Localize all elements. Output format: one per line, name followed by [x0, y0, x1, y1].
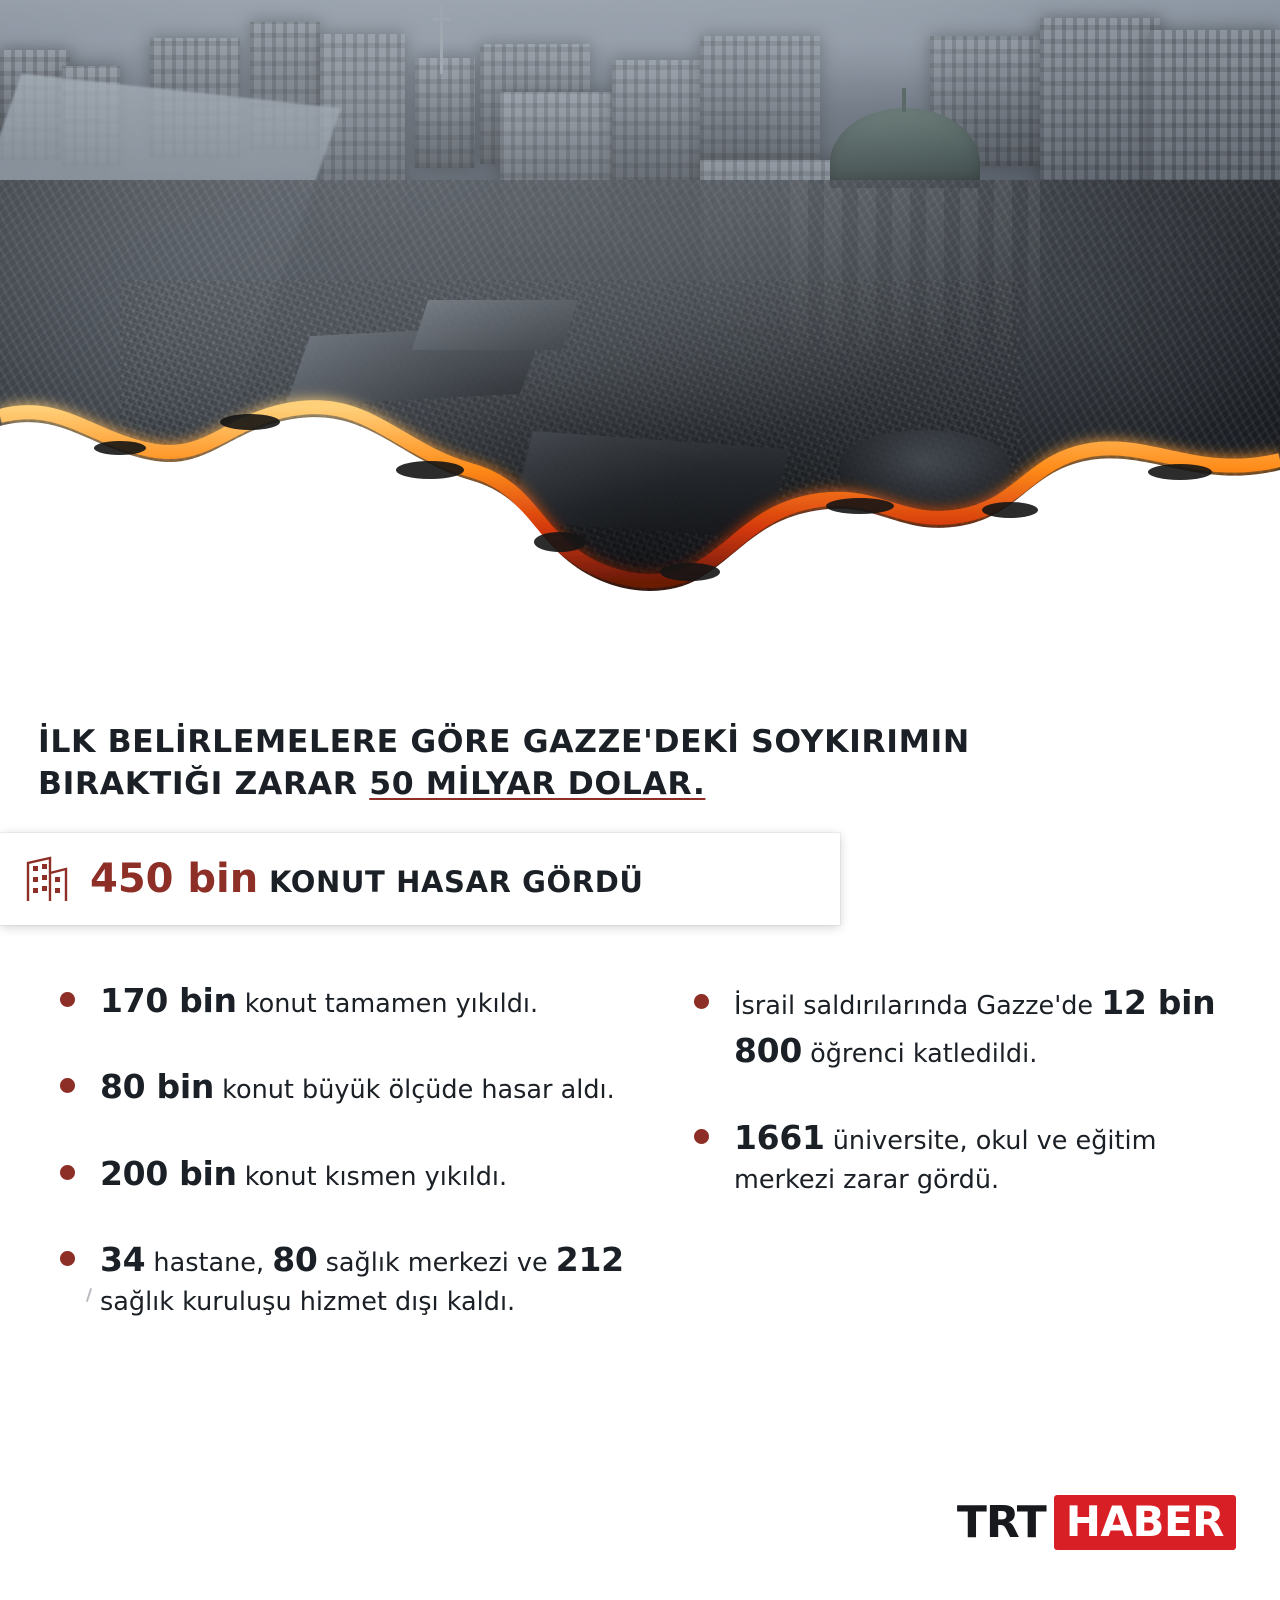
fact-text-3: sağlık kuruluşu hizmet dışı kaldı. — [100, 1286, 516, 1317]
fact-text: üniversite, okul ve eğitim merkezi zarar gördü. — [734, 1125, 1157, 1195]
building-block — [415, 58, 475, 168]
fact-number-3: 212 — [555, 1239, 624, 1279]
mosque-dome-finial-icon — [902, 88, 906, 112]
facts-list-left — [46, 977, 648, 1321]
fact-prefix: İsrail saldırılarında Gazze'de — [734, 991, 1102, 1022]
fact-number: 170 bin — [100, 981, 237, 1021]
fact-text: konut büyük ölçüde hasar aldı. — [214, 1075, 615, 1106]
trt-haber-logo — [957, 1496, 1236, 1548]
list-item — [680, 1114, 1240, 1199]
list-item — [680, 979, 1240, 1075]
fact-number-2: 80 — [272, 1239, 318, 1279]
fact-text: öğrenci katledildi. — [801, 1039, 1038, 1070]
list-item — [46, 977, 648, 1025]
fact-text: hastane, — [145, 1247, 273, 1278]
fact-number: 1661 — [734, 1117, 825, 1157]
facts-list-right — [680, 979, 1240, 1199]
fact-number: 34 — [100, 1239, 146, 1279]
fact-text: konut kısmen yıkıldı. — [236, 1161, 508, 1192]
list-item — [46, 1236, 648, 1321]
facts-column-left — [46, 977, 648, 1359]
building-damage-icon — [24, 855, 70, 903]
headline-line-2-prefix: BIRAKTIĞI ZARAR — [38, 765, 370, 802]
highlight-label: KONUT HASAR GÖRDÜ — [268, 865, 644, 900]
logo-haber-text: HABER — [1054, 1495, 1236, 1550]
collapsed-slab — [840, 430, 1010, 510]
highlight-banner — [0, 833, 840, 925]
collapsed-slab — [412, 300, 578, 350]
list-item — [46, 1063, 648, 1111]
antenna-mast-icon — [440, 4, 443, 74]
facts-columns — [0, 977, 1280, 1359]
fact-text-2: sağlık merkezi ve — [317, 1247, 556, 1278]
highlight-number: 450 bin — [90, 856, 259, 903]
logo-trt-text: TRT — [956, 1496, 1046, 1548]
fact-number: 12 bin 800 — [734, 983, 1216, 1071]
fact-number: 200 bin — [100, 1153, 237, 1193]
list-item — [46, 1150, 648, 1198]
hero-photo — [0, 0, 1280, 660]
headline-line-1: İLK BELİRLEMELERE GÖRE GAZZE'DEKİ SOYKIRIMIN — [38, 724, 970, 760]
fact-number: 80 bin — [100, 1067, 215, 1107]
facts-column-right — [680, 977, 1240, 1359]
content-area — [0, 660, 1280, 1600]
collapsed-slab — [511, 431, 789, 539]
page-title — [38, 722, 1168, 805]
fact-text: konut tamamen yıkıldı. — [236, 989, 539, 1020]
headline-line-2-underlined: 50 MİLYAR DOLAR. — [369, 765, 706, 802]
highlight-banner-text — [90, 856, 644, 902]
